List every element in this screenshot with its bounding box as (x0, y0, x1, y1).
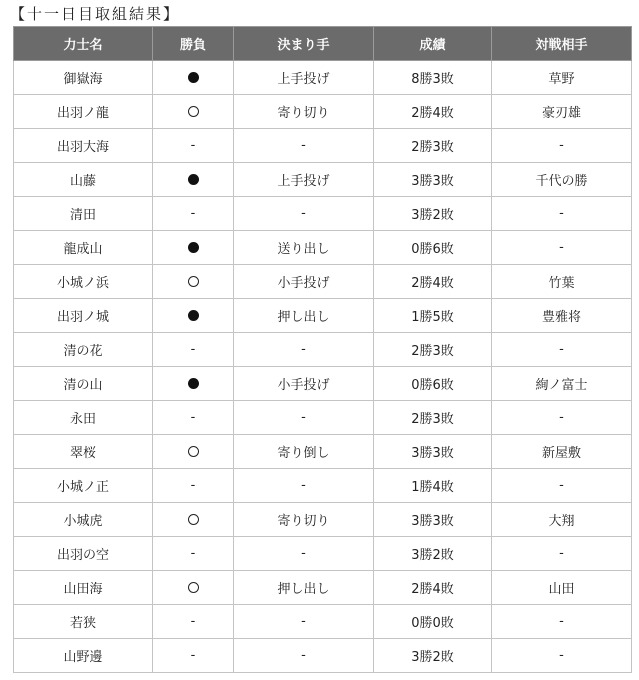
kimarite-cell: 小手投げ (234, 367, 374, 401)
kimarite-cell: 小手投げ (234, 265, 374, 299)
table-row (14, 129, 632, 163)
black-circle-icon (188, 174, 199, 185)
record-cell: 1勝5敗 (374, 299, 492, 333)
white-circle-icon (188, 514, 199, 525)
rikishi-name-cell: 出羽ノ城 (14, 299, 153, 333)
table-row (14, 299, 632, 333)
white-circle-icon (188, 446, 199, 457)
result-cell (153, 503, 234, 537)
result-cell: - (153, 129, 234, 163)
record-cell: 3勝2敗 (374, 639, 492, 673)
record-cell: 1勝4敗 (374, 469, 492, 503)
table-row (14, 503, 632, 537)
record-cell: 8勝3敗 (374, 61, 492, 95)
result-cell (153, 163, 234, 197)
result-cell: - (153, 537, 234, 571)
result-cell (153, 95, 234, 129)
kimarite-cell: - (234, 469, 374, 503)
rikishi-name-cell: 龍成山 (14, 231, 153, 265)
opponent-cell: 草野 (492, 61, 632, 95)
result-cell (153, 571, 234, 605)
kimarite-cell: - (234, 401, 374, 435)
opponent-cell: - (492, 333, 632, 367)
rikishi-name-cell: 御嶽海 (14, 61, 153, 95)
kimarite-cell: 押し出し (234, 571, 374, 605)
record-cell: 2勝4敗 (374, 265, 492, 299)
rikishi-name-cell: 山田海 (14, 571, 153, 605)
kimarite-cell: 寄り倒し (234, 435, 374, 469)
kimarite-cell: 上手投げ (234, 163, 374, 197)
rikishi-name-cell: 小城ノ正 (14, 469, 153, 503)
table-row (14, 265, 632, 299)
black-circle-icon (188, 310, 199, 321)
kimarite-cell: - (234, 129, 374, 163)
black-circle-icon (188, 378, 199, 389)
rikishi-name-cell: 翠桜 (14, 435, 153, 469)
rikishi-name-cell: 清田 (14, 197, 153, 231)
opponent-cell: - (492, 401, 632, 435)
rikishi-name-cell: 清の花 (14, 333, 153, 367)
column-header-opponent: 対戦相手 (492, 27, 632, 61)
record-cell: 3勝3敗 (374, 503, 492, 537)
rikishi-name-cell: 清の山 (14, 367, 153, 401)
kimarite-cell: - (234, 333, 374, 367)
opponent-cell: - (492, 537, 632, 571)
kimarite-cell: 上手投げ (234, 61, 374, 95)
black-circle-icon (188, 242, 199, 253)
record-cell: 2勝3敗 (374, 333, 492, 367)
rikishi-name-cell: 出羽ノ龍 (14, 95, 153, 129)
bout-results-table (13, 26, 632, 673)
result-cell: - (153, 401, 234, 435)
opponent-cell: - (492, 129, 632, 163)
kimarite-cell: - (234, 639, 374, 673)
result-cell (153, 265, 234, 299)
table-row (14, 469, 632, 503)
record-cell: 3勝2敗 (374, 197, 492, 231)
record-cell: 0勝6敗 (374, 231, 492, 265)
table-header (14, 27, 632, 61)
table-row (14, 61, 632, 95)
rikishi-name-cell: 小城虎 (14, 503, 153, 537)
black-circle-icon (188, 72, 199, 83)
header-row (14, 27, 632, 61)
table-row (14, 163, 632, 197)
table-row (14, 231, 632, 265)
result-cell (153, 61, 234, 95)
table-row (14, 435, 632, 469)
rikishi-name-cell: 出羽大海 (14, 129, 153, 163)
white-circle-icon (188, 582, 199, 593)
opponent-cell: 大翔 (492, 503, 632, 537)
table-row (14, 401, 632, 435)
opponent-cell: - (492, 639, 632, 673)
result-cell (153, 367, 234, 401)
result-cell: - (153, 639, 234, 673)
kimarite-cell: - (234, 605, 374, 639)
table-caption: 【十一日目取組結果】 (10, 5, 181, 23)
record-cell: 3勝2敗 (374, 537, 492, 571)
rikishi-name-cell: 出羽の空 (14, 537, 153, 571)
opponent-cell: 山田 (492, 571, 632, 605)
table-row (14, 197, 632, 231)
result-cell (153, 231, 234, 265)
opponent-cell: 絢ノ富士 (492, 367, 632, 401)
kimarite-cell: - (234, 537, 374, 571)
kimarite-cell: 寄り切り (234, 95, 374, 129)
table-row (14, 571, 632, 605)
record-cell: 3勝3敗 (374, 163, 492, 197)
record-cell: 2勝3敗 (374, 401, 492, 435)
opponent-cell: 千代の勝 (492, 163, 632, 197)
rikishi-name-cell: 永田 (14, 401, 153, 435)
result-cell: - (153, 197, 234, 231)
kimarite-cell: - (234, 197, 374, 231)
opponent-cell: 豊雅将 (492, 299, 632, 333)
result-cell: - (153, 469, 234, 503)
opponent-cell: - (492, 469, 632, 503)
opponent-cell: - (492, 197, 632, 231)
table-row (14, 639, 632, 673)
kimarite-cell: 押し出し (234, 299, 374, 333)
column-header-result: 勝負 (153, 27, 234, 61)
column-header-record: 成績 (374, 27, 492, 61)
white-circle-icon (188, 106, 199, 117)
kimarite-cell: 寄り切り (234, 503, 374, 537)
opponent-cell: 竹葉 (492, 265, 632, 299)
table-row (14, 367, 632, 401)
result-cell (153, 299, 234, 333)
record-cell: 2勝3敗 (374, 129, 492, 163)
opponent-cell: 豪刃雄 (492, 95, 632, 129)
rikishi-name-cell: 小城ノ浜 (14, 265, 153, 299)
record-cell: 2勝4敗 (374, 571, 492, 605)
opponent-cell: - (492, 231, 632, 265)
rikishi-name-cell: 若狭 (14, 605, 153, 639)
kimarite-cell: 送り出し (234, 231, 374, 265)
table-row (14, 95, 632, 129)
result-cell: - (153, 605, 234, 639)
rikishi-name-cell: 山野邊 (14, 639, 153, 673)
table-row (14, 537, 632, 571)
table-body (14, 61, 632, 673)
result-cell (153, 435, 234, 469)
column-header-name: 力士名 (14, 27, 153, 61)
opponent-cell: 新屋敷 (492, 435, 632, 469)
opponent-cell: - (492, 605, 632, 639)
table-row (14, 333, 632, 367)
record-cell: 3勝3敗 (374, 435, 492, 469)
result-cell: - (153, 333, 234, 367)
white-circle-icon (188, 276, 199, 287)
column-header-kimarite: 決まり手 (234, 27, 374, 61)
rikishi-name-cell: 山藤 (14, 163, 153, 197)
record-cell: 0勝6敗 (374, 367, 492, 401)
record-cell: 0勝0敗 (374, 605, 492, 639)
record-cell: 2勝4敗 (374, 95, 492, 129)
table-row (14, 605, 632, 639)
